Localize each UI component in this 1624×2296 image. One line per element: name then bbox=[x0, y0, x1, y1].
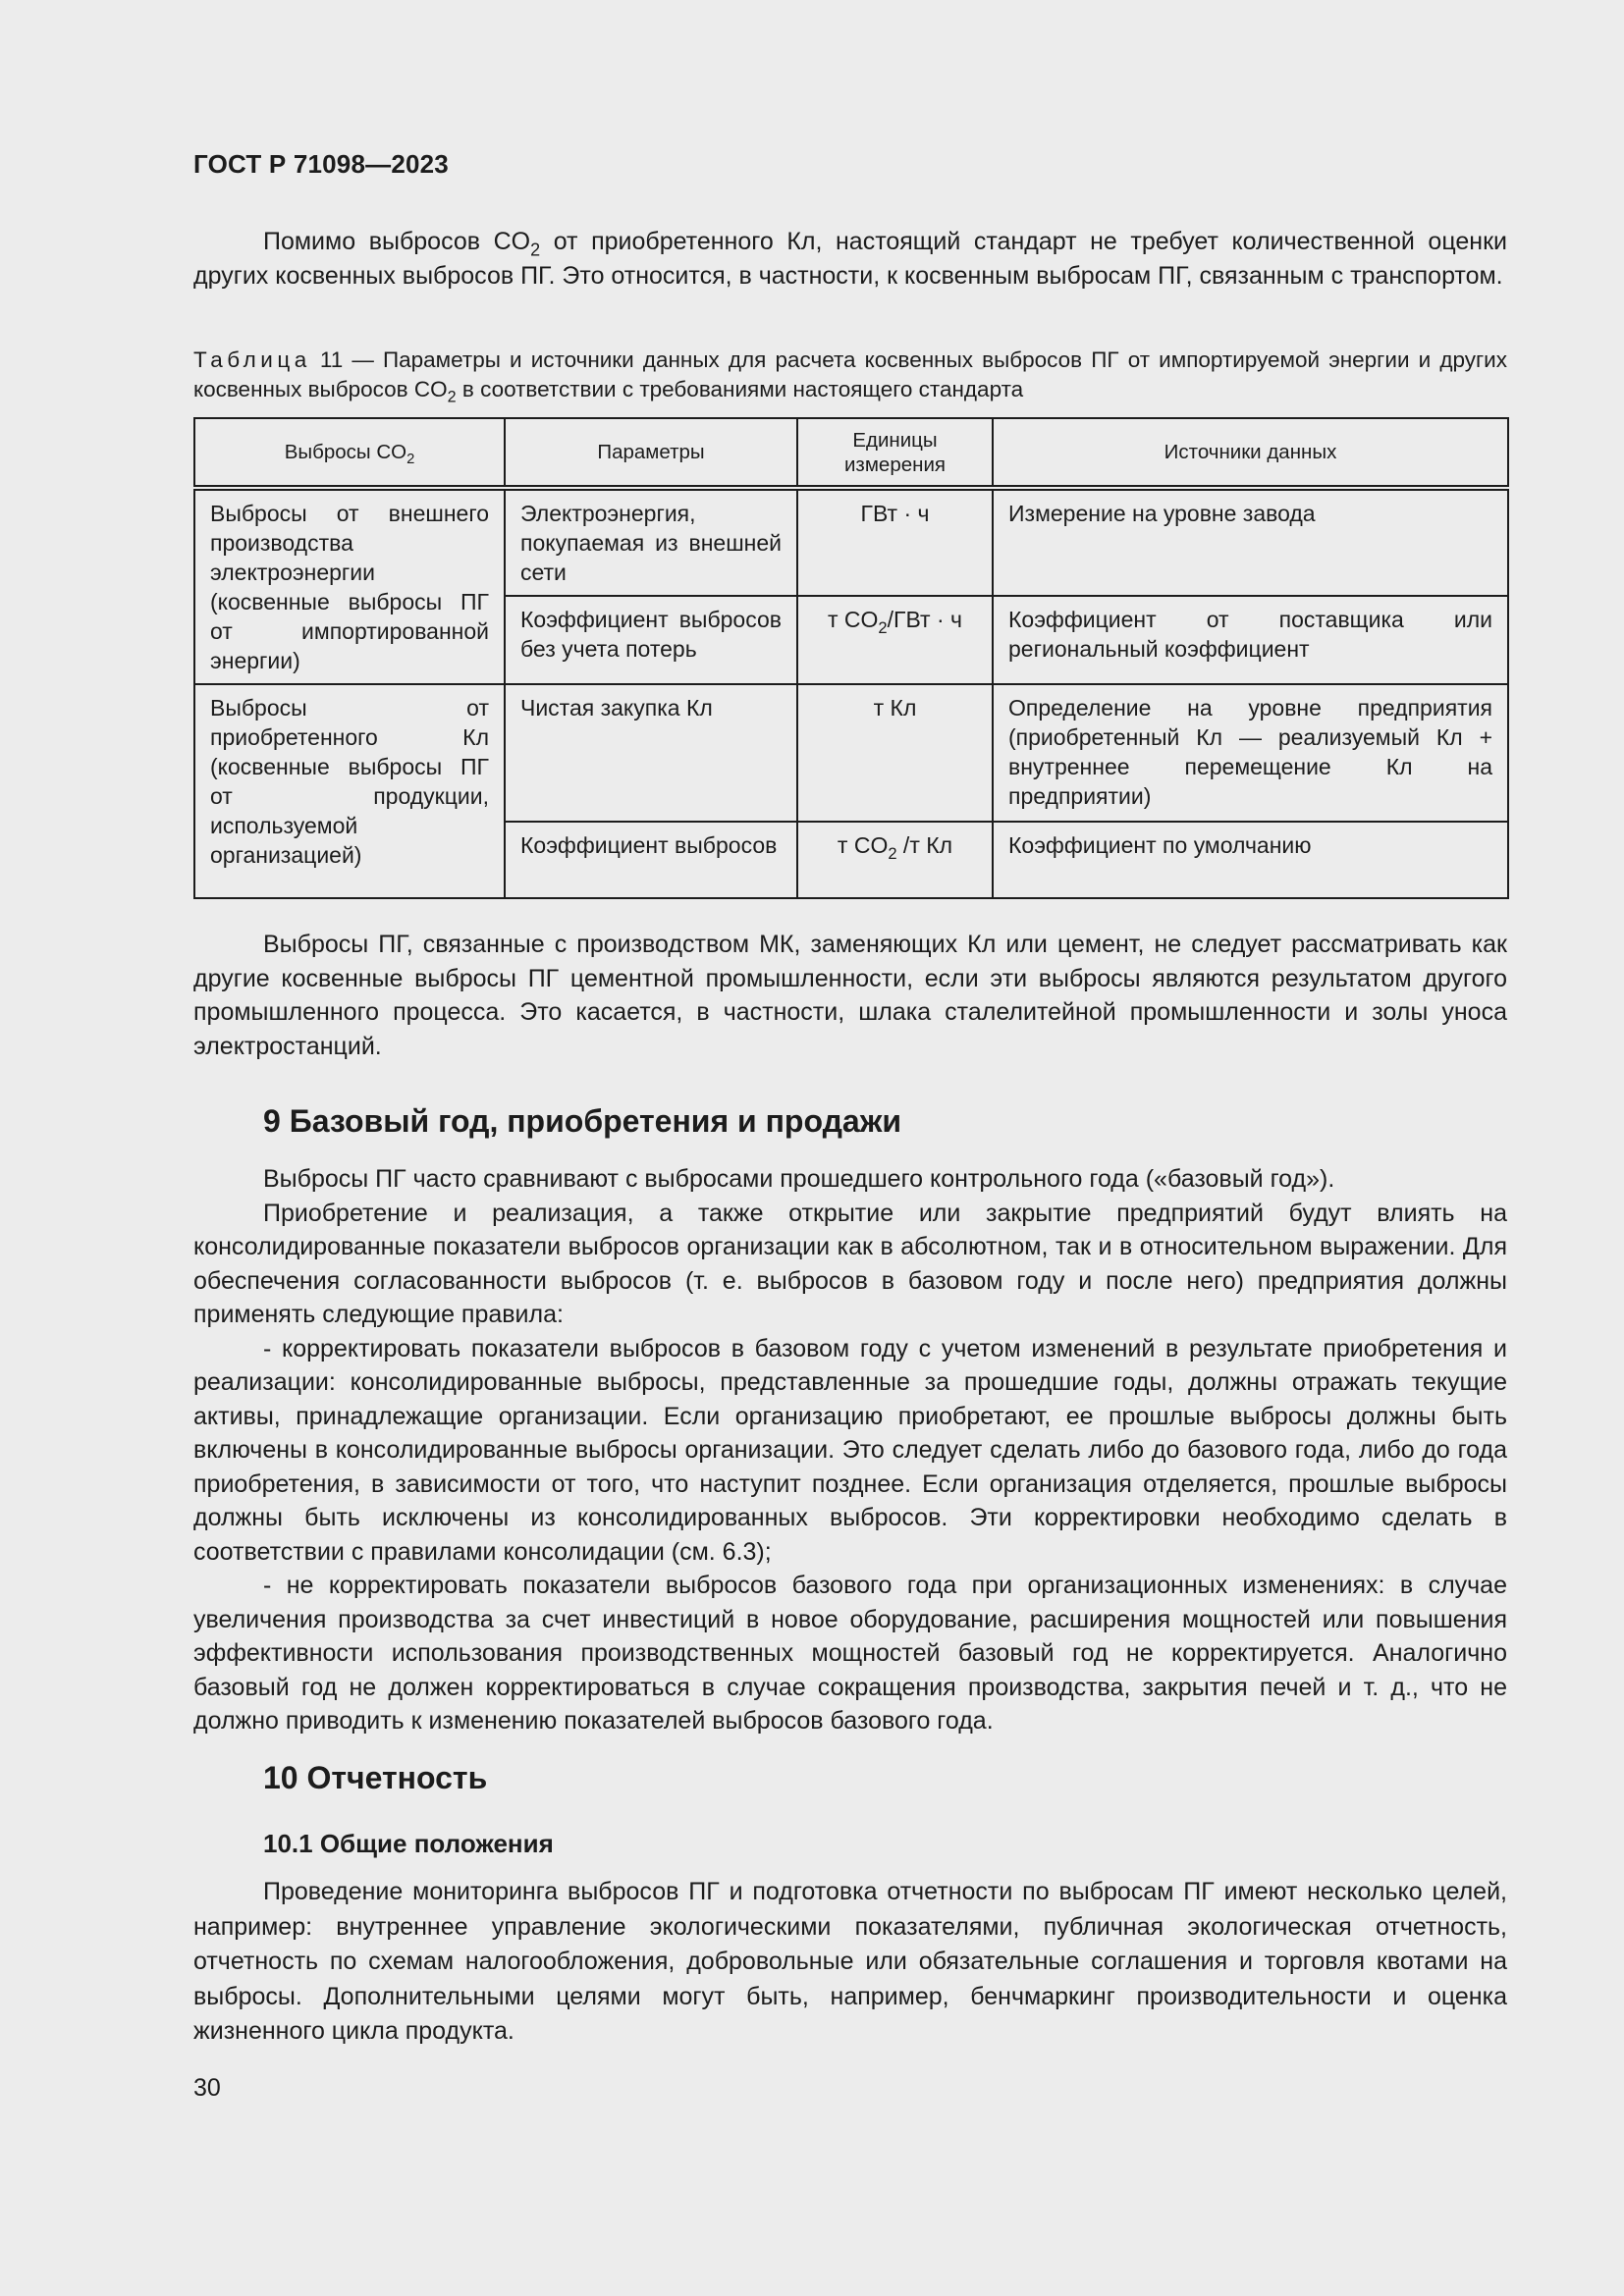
cell-source: Измерение на уровне завода bbox=[993, 488, 1508, 596]
page-number: 30 bbox=[193, 2074, 221, 2102]
table-row bbox=[194, 488, 1508, 596]
cell-emission: Выбросы от внешнего производства электроэнергии (косвенные выбросы ПГ от импортированной энергии) bbox=[194, 488, 505, 684]
cell-unit: т $CO_2$ /т Кл bbox=[797, 822, 993, 898]
section-10-body bbox=[193, 1875, 1507, 2050]
cell-source: Коэффициент от поставщика или региональный коэффициент bbox=[993, 596, 1508, 684]
cell-unit: т Кл bbox=[797, 684, 993, 822]
table-caption-label: Таблица bbox=[193, 347, 311, 372]
cell-param: Чистая закупка Кл bbox=[505, 684, 797, 822]
header-sources: Источники данных bbox=[993, 418, 1508, 488]
document-code: ГОСТ Р 71098—2023 bbox=[193, 149, 449, 179]
table-header-row bbox=[194, 418, 1508, 488]
cell-emission: Выбросы от приобретенного Кл (косвенные выбросы ПГ от продукции, используемой организацией) bbox=[194, 684, 505, 898]
section-10-1-title: 10.1 Общие положения bbox=[263, 1829, 554, 1858]
section-9-list-item: - корректировать показатели выбросов в базовом году с учетом изменений в результате приобретения и реализации: консолидированные выбросы, представленные за прошедшие годы, должны отражать текущие активы, принадлежащие организации. Если организацию приобретают, ее прошлые выбросы должны быть включены в консолидированные выбросы организации. Это следует сделать либо до базового года, либо до года приобретения, в зависимости от того, что наступит позднее. Если организация отделяется, прошлые выбросы должны быть исключены из консолидированных выбросов. Эти корректировки необходимо сделать в соответствии с правилами консолидации (см. 6.3); bbox=[193, 1334, 1507, 1566]
header-parameters: Параметры bbox=[505, 418, 797, 488]
after-table-paragraph bbox=[193, 928, 1507, 1063]
header-units: Единицы измерения bbox=[797, 418, 993, 488]
cell-param: Электроэнергия, покупаемая из внешней сети bbox=[505, 488, 797, 596]
section-9-p2: Приобретение и реализация, а также открытие или закрытие предприятий будут влиять на консолидированные показатели выбросов организации как в абсолютном, так и в относительном выражении. Для обеспечения согласованности выбросов (т. е. выбросов в базовом году и после него) предприятия должны применять следующие правила: bbox=[193, 1199, 1507, 1328]
document-page bbox=[193, 0, 1507, 2296]
section-10-p1: Проведение мониторинга выбросов ПГ и подготовка отчетности по выбросам ПГ имеют несколько целей, например: внутреннее управление экологическими показателями, публичная экологическая отчетность, отчетность по схемам налогообложения, добровольные или обязательные соглашения и торговля квотами на выбросы. Дополнительными целями могут быть, например, бенчмаркинг производительности и оценка жизненного цикла продукта. bbox=[193, 1878, 1507, 2045]
intro-text: Помимо выбросов $CO_2$ от приобретенного Кл, настоящий стандарт не требует количественной оценки других косвенных выбросов ПГ. Это относится, в частности, к косвенным выбросам ПГ, связанным с транспортом. bbox=[193, 228, 1507, 290]
after-table-text: Выбросы ПГ, связанные с производством МК, заменяющих Кл или цемент, не следует рассматривать как другие косвенные выбросы ПГ цементной промышленности, если эти выбросы являются результатом другого промышленного процесса. Это касается, в частности, шлака сталелитейной промышленности и золы уноса электростанций. bbox=[193, 931, 1507, 1060]
section-9-body bbox=[193, 1162, 1507, 1738]
cell-param: Коэффициент выбросов без учета потерь bbox=[505, 596, 797, 684]
cell-unit: ГВт · ч bbox=[797, 488, 993, 596]
table-caption: Таблица 11 — Параметры и источники данных для расчета косвенных выбросов ПГ от импортируемой энергии и других косвенных выбросов $CO_2$ в соответствии с требованиями настоящего стандарта bbox=[193, 347, 1507, 406]
section-10-title: 10 Отчетность bbox=[263, 1760, 488, 1795]
section-9-p1: Выбросы ПГ часто сравнивают с выбросами прошедшего контрольного года («базовый год»). bbox=[263, 1165, 1335, 1193]
cell-param: Коэффициент выбросов bbox=[505, 822, 797, 898]
intro-paragraph bbox=[193, 225, 1507, 293]
table-row bbox=[194, 684, 1508, 822]
header-emissions: Выбросы $CO_2$ bbox=[194, 418, 505, 488]
cell-source: Коэффициент по умолчанию bbox=[993, 822, 1508, 898]
section-9-list-item: - не корректировать показатели выбросов базового года при организационных изменениях: в случае увеличения производства за счет инвестиций в новое оборудование, расширения мощностей или повышения эффективности использования производственных мощностей базовый год не корректируется. Аналогично базовый год не должен корректироваться в случае сокращения производства, закрытия печей и т. д., что не должно приводить к изменению показателей выбросов базового года. bbox=[193, 1572, 1507, 1735]
cell-unit: т $CO_2$/ГВт · ч bbox=[797, 596, 993, 684]
parameters-table bbox=[193, 417, 1509, 899]
section-9-title: 9 Базовый год, приобретения и продажи bbox=[263, 1103, 902, 1139]
cell-source: Определение на уровне предприятия (приобретенный Кл — реализуемый Кл + внутреннее перемещение Кл на предприятии) bbox=[993, 684, 1508, 822]
